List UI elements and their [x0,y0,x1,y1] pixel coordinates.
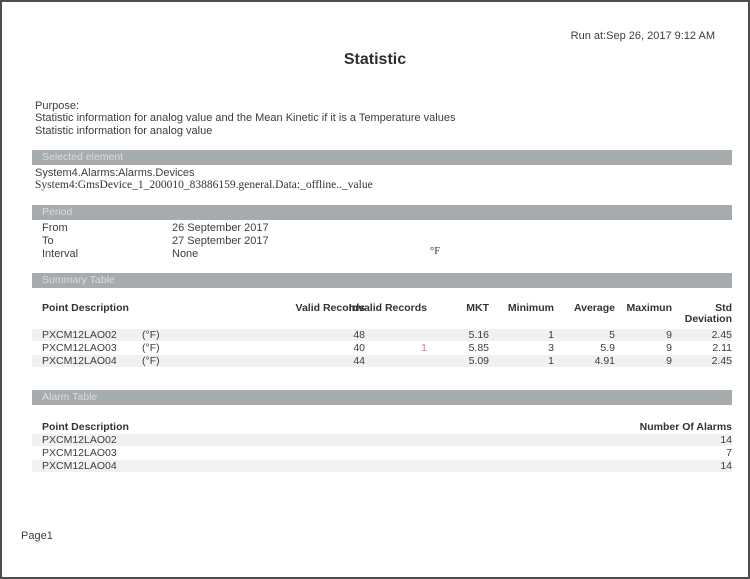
summary-cell-valid: 40 [353,342,365,354]
summary-cell-unit: (°F) [142,329,160,341]
period-from-label: From [42,222,68,234]
summary-cell-point: PXCM12LAO04 [42,355,117,367]
summary-cell-minimum: 1 [548,329,554,341]
period-rows [42,222,269,261]
alarm-cell-count: 14 [720,434,732,446]
summary-cell-stddev: 2.45 [711,329,732,341]
selected-element-name: System4.Alarms:Alarms.Devices [35,167,195,179]
summary-cell-valid: 48 [353,329,365,341]
alarm-table-row [32,447,732,460]
summary-table-row [32,342,732,355]
alarm-header-row [32,421,732,434]
period-from-value: 26 September 2017 [172,222,269,234]
alarm-cell-point: PXCM12LAO03 [42,447,117,459]
summary-cell-minimum: 3 [548,342,554,354]
summary-table-row [32,355,732,368]
summary-cell-maximum: 9 [666,329,672,341]
summary-cell-maximum: 9 [666,355,672,367]
selected-element-section-header: Selected element [32,150,732,165]
selected-element-path: System4:GmsDevice_1_200010_83886159.general.Data:_offline.._value [35,179,373,191]
page-number-label: Page1 [21,530,53,542]
summary-col-std-deviation: Std Deviation [684,302,732,325]
summary-table [32,303,732,368]
period-row-from [42,222,269,235]
summary-cell-unit: (°F) [142,355,160,367]
report-title: Statistic [343,51,407,68]
period-section-header: Period [32,205,732,220]
alarm-cell-point: PXCM12LAO04 [42,460,117,472]
summary-cell-stddev: 2.11 [712,342,732,354]
summary-cell-invalid [365,329,427,342]
alarm-col-number-of-alarms: Number Of Alarms [639,421,732,433]
summary-cell-minimum: 1 [548,355,554,367]
summary-cell-average: 5 [609,329,615,341]
purpose-line-1: Statistic information for analog value and the Mean Kinetic if it is a Temperature values [35,112,456,124]
summary-cell-mkt: 5.09 [468,355,489,367]
alarm-cell-count: 7 [726,447,732,459]
period-row-interval [42,248,269,261]
summary-cell-point: PXCM12LAO02 [42,329,117,341]
alarm-table-section-header: Alarm Table [32,390,732,405]
summary-col-point-description: Point Description [42,302,129,314]
alarm-table-row [32,434,732,447]
summary-cell-mkt: 5.85 [468,342,489,354]
alarm-table-row [32,460,732,473]
purpose-heading: Purpose: [35,100,80,112]
purpose-line-2: Statistic information for analog value [35,124,213,137]
summary-cell-mkt: 5.16 [468,329,489,341]
summary-header-row [32,303,732,329]
period-interval-label: Interval [42,248,79,260]
alarm-cell-count: 14 [720,460,732,472]
summary-col-mkt: MKT [466,302,489,314]
summary-cell-valid: 44 [353,355,365,367]
summary-cell-point: PXCM12LAO03 [42,342,117,354]
run-at-timestamp: Run at:Sep 26, 2017 9:12 AM [570,30,715,42]
summary-table-row [32,329,732,342]
summary-col-valid-records: Valid Records [295,302,365,314]
period-interval-value: None [172,248,199,260]
period-to-label: To [42,235,54,247]
alarm-table [32,421,732,473]
summary-table-section-header: Summary Table [32,273,732,288]
period-to-value: 27 September 2017 [172,235,269,247]
temperature-unit-label: °F [430,246,441,257]
summary-col-invalid-records: Invalid Records [348,302,427,314]
period-row-to [42,235,269,248]
alarm-cell-point: PXCM12LAO02 [42,434,117,446]
summary-col-minimum: Minimum [507,302,554,314]
summary-cell-maximum: 9 [666,342,672,354]
summary-cell-stddev: 2.45 [711,355,732,367]
alarm-col-point-description: Point Description [42,421,129,433]
summary-col-maximum: Maximun [626,302,672,314]
summary-cell-unit: (°F) [142,342,160,354]
summary-col-average: Average [573,302,615,314]
summary-cell-average: 5.9 [600,342,615,354]
summary-cell-average: 4.91 [594,355,615,367]
summary-col-unit [142,303,202,329]
summary-cell-invalid: 1 [421,342,427,354]
purpose-text [35,112,455,137]
summary-cell-invalid [365,355,427,368]
